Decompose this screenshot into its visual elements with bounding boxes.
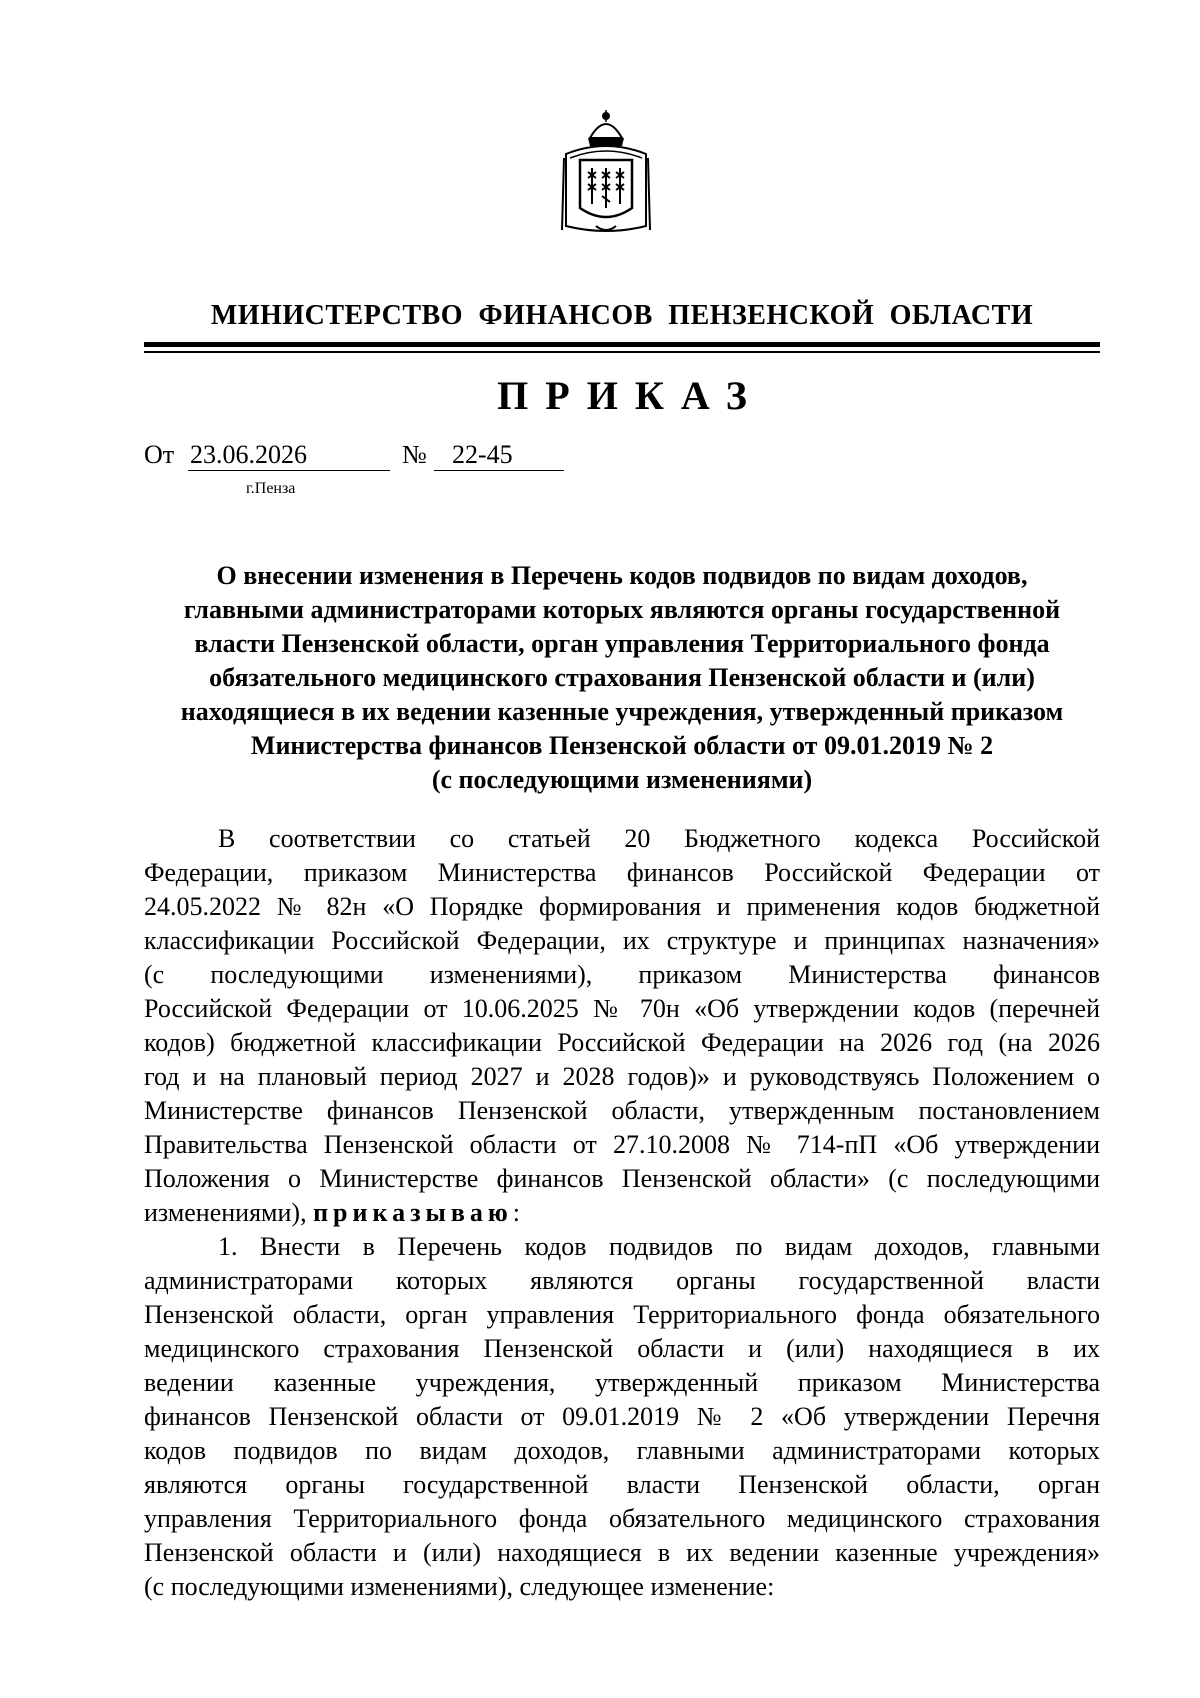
header-rule-thick (144, 342, 1100, 347)
header-rule-thin (144, 351, 1100, 353)
preamble-line: кодов) бюджетной классификации Российской Федерации на 2026 год (на 2026 (144, 1028, 1100, 1057)
subject-line: обязательного медицинского страхования Пензенской области и (или) (209, 663, 1035, 692)
preamble-line: 24.05.2022 № 82н «О Порядке формирования и применения кодов бюджетной (144, 892, 1100, 921)
subject-line: О внесении изменения в Перечень кодов подвидов по видам доходов, (216, 561, 1028, 590)
item-1-line: Пензенской области и (или) находящиеся в их ведении казенные учреждения» (144, 1538, 1100, 1567)
item-1-line: кодов подвидов по видам доходов, главными администраторами которых (144, 1436, 1100, 1465)
order-date: 23.06.2026 (188, 440, 390, 471)
preamble-line: классификации Российской Федерации, их структуре и принципах назначения» (144, 926, 1100, 955)
preamble-line: Положения о Министерстве финансов Пензенской области» (с последующими (144, 1164, 1100, 1193)
order-subject (144, 559, 1100, 797)
order-body (144, 822, 1100, 1604)
coat-of-arms-icon (560, 108, 652, 236)
preamble-closing-line (144, 1196, 1100, 1230)
preamble-line: Правительства Пензенской области от 27.10.2008 № 714-пП «Об утверждении (144, 1130, 1100, 1159)
preamble-line: год и на плановый период 2027 и 2028 годов)» и руководствуясь Положением о (144, 1062, 1100, 1091)
subject-line: находящиеся в их ведении казенные учреждения, утвержденный приказом (180, 697, 1064, 726)
ministry-name: МИНИСТЕРСТВО ФИНАНСОВ ПЕНЗЕНСКОЙ ОБЛАСТИ (210, 300, 1034, 331)
preamble-line: Федерации, приказом Министерства финансов Российской Федерации от (144, 858, 1100, 887)
subject-line: Министерства финансов Пензенской области от 09.01.2019 № 2 (250, 731, 994, 760)
preamble-line: Министерстве финансов Пензенской области, утвержденным постановлением (144, 1096, 1100, 1125)
date-label: От (144, 440, 175, 469)
subject-line: власти Пензенской области, орган управления Территориального фонда (194, 629, 1050, 658)
item-1-line: управления Территориального фонда обязательного медицинского страхования (144, 1504, 1100, 1533)
order-colon: : (512, 1198, 520, 1227)
item-1-line: являются органы государственной власти Пензенской области, орган (144, 1470, 1100, 1499)
preamble-line: В соответствии со статьей 20 Бюджетного кодекса Российской (218, 824, 1100, 853)
subject-line: главными администраторами которых являются органы государственной (183, 595, 1061, 624)
item-1-line: 1. Внести в Перечень кодов подвидов по видам доходов, главными (218, 1232, 1100, 1261)
preamble-tail: изменениями), (144, 1198, 307, 1227)
item-1-line: ведении казенные учреждения, утвержденный приказом Министерства (144, 1368, 1100, 1397)
item-1-line: Пензенской области, орган управления Территориального фонда обязательного (144, 1300, 1100, 1329)
document-type: ПРИКАЗ (497, 373, 764, 418)
item-1-line: медицинского страхования Пензенской области и (или) находящиеся в их (144, 1334, 1100, 1363)
order-number: 22-45 (434, 440, 564, 471)
item-1-line: (с последующими изменениями), следующее изменение: (144, 1572, 775, 1601)
subject-line: (с последующими изменениями) (431, 765, 813, 794)
preamble-line: (с последующими изменениями), приказом Министерства финансов (144, 960, 1100, 989)
city: г.Пенза (246, 480, 296, 497)
item-1-line: администраторами которых являются органы государственной власти (144, 1266, 1100, 1295)
item-1-line: финансов Пензенской области от 09.01.2019 № 2 «Об утверждении Перечня (144, 1402, 1100, 1431)
preamble-line: Российской Федерации от 10.06.2025 № 70н «Об утверждении кодов (перечней (144, 994, 1100, 1023)
order-word: приказываю (313, 1198, 513, 1227)
number-label: № (402, 440, 427, 469)
